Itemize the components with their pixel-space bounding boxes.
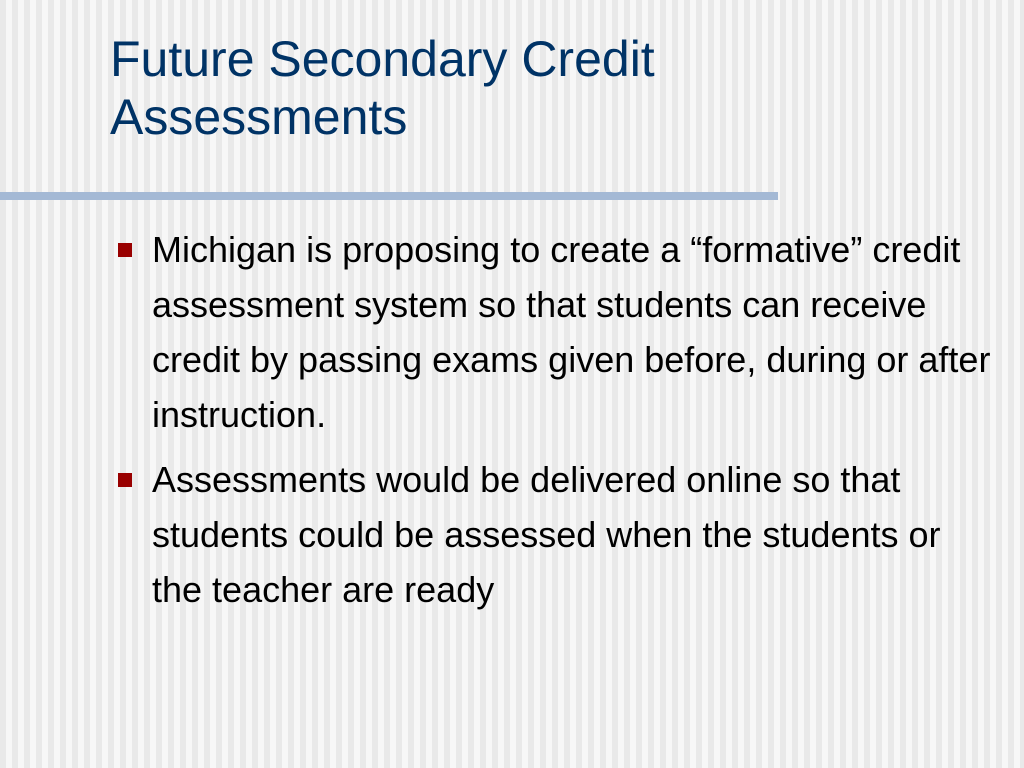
square-bullet-icon bbox=[118, 473, 132, 487]
slide-title: Future Secondary Credit Assessments bbox=[110, 31, 655, 145]
bullet-item bbox=[118, 452, 998, 617]
bullet-item bbox=[118, 222, 998, 442]
bullet-text: Michigan is proposing to create a “formative” credit assessment system so that students can receive credit by passing exams given before, during or after instruction. bbox=[152, 229, 991, 435]
bullet-list bbox=[118, 222, 998, 627]
title-divider bbox=[0, 192, 778, 200]
square-bullet-icon bbox=[118, 243, 132, 257]
bullet-text: Assessments would be delivered online so that students could be assessed when the students or the teacher are ready bbox=[152, 459, 941, 610]
